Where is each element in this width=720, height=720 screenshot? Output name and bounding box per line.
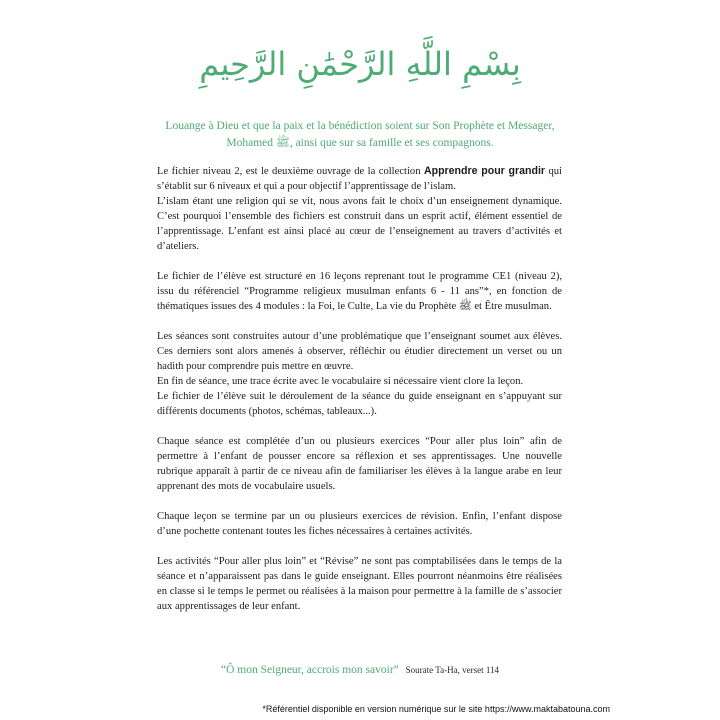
- intro-line-2: Mohamed ﷺ, ainsi que sur sa famille et ses compagnons.: [226, 137, 494, 149]
- intro-line-1: Louange à Dieu et que la paix et la bénédiction soient sur Son Prophète et Messager,: [165, 120, 555, 132]
- p1-line-2: L’islam étant une religion qui se vit, nous avons fait le choix d’un enseignement dynamique. C’est pourquoi l’ensemble des fichiers est construit dans un esprit actif, élément essentiel de l’apprentissage. L’enfant est ainsi placé au cœur de l’enseignement au travers d’activités et d’ateliers.: [157, 196, 562, 252]
- basmala-calligraphy: بِسْمِ اللَّهِ الرَّحْمَٰنِ الرَّحِيمِ: [199, 45, 521, 83]
- footnote: *Référentiel disponible en version numérique sur le site https://www.maktabatouna.com: [262, 704, 610, 714]
- quote-text: “Ô mon Seigneur, accrois mon savoir”: [221, 664, 399, 676]
- p1-text-after: qui s’établit sur 6 niveaux et qui a pour objectif l’apprentissage de l’islam.: [157, 166, 562, 192]
- paragraph-2: Le fichier de l’élève est structuré en 16 leçons reprenant tout le programme CE1 (niveau 2), issu du référenciel “Programme religieux musulman enfants 6 - 11 ans”*, en fonction de thématiques issues des 4 modules : la Foi, le Culte, La vie du Prophète ﷺ et Être musulman.: [157, 271, 562, 312]
- closing-quote: [0, 662, 720, 678]
- paragraph-6: Les activités “Pour aller plus loin” et “Révise” ne sont pas comptabilisées dans le temps de la séance et n’apparaissent pas dans le guide enseignant. Elles pourront néanmoins être réalisées en classe si le temps le permet ou réalisées à la maison pour permettre à la famille de s’associer aux apprentissages de leur enfant.: [157, 556, 562, 612]
- paragraph-4: Chaque séance est complétée d’un ou plusieurs exercices “Pour aller plus loin” afin de permettre à l’enfant de pousser encore sa réflexion et ses apprentissages. Une nouvelle rubrique apparaît à partir de ce niveau afin de familiariser les élèves à la langue arabe en leur apprenant des mots de vocabulaire usuels.: [157, 436, 562, 492]
- intro-blessing: [150, 118, 570, 152]
- body-text: [157, 164, 562, 629]
- paragraph-1: [157, 164, 562, 254]
- p3-line-1: Les séances sont construites autour d’une problématique que l’enseignant soumet aux élèves. Ces derniers sont alors amenés à observer, réfléchir ou étudier directement un verset ou un hadith pour comprendre puis mettre en œuvre.: [157, 331, 562, 372]
- paragraph-5: Chaque leçon se termine par un ou plusieurs exercices de révision. Enfin, l’enfant dispose d’une pochette contenant toutes les fiches nécessaires à certaines activités.: [157, 511, 562, 537]
- p3-line-2: En fin de séance, une trace écrite avec le vocabulaire si nécessaire vient clore la leçon.: [157, 376, 524, 387]
- paragraph-3: [157, 329, 562, 419]
- p3-line-3: Le fichier de l’élève suit le déroulement de la séance du guide enseignant en s’appuyant sur différents documents (photos, schémas, tableaux...).: [157, 391, 562, 417]
- p1-text-before: Le fichier niveau 2, est le deuxième ouvrage de la collection: [157, 166, 424, 177]
- collection-title: Apprendre pour grandir: [423, 165, 546, 177]
- quote-reference: Sourate Ta-Ha, verset 114: [405, 665, 499, 675]
